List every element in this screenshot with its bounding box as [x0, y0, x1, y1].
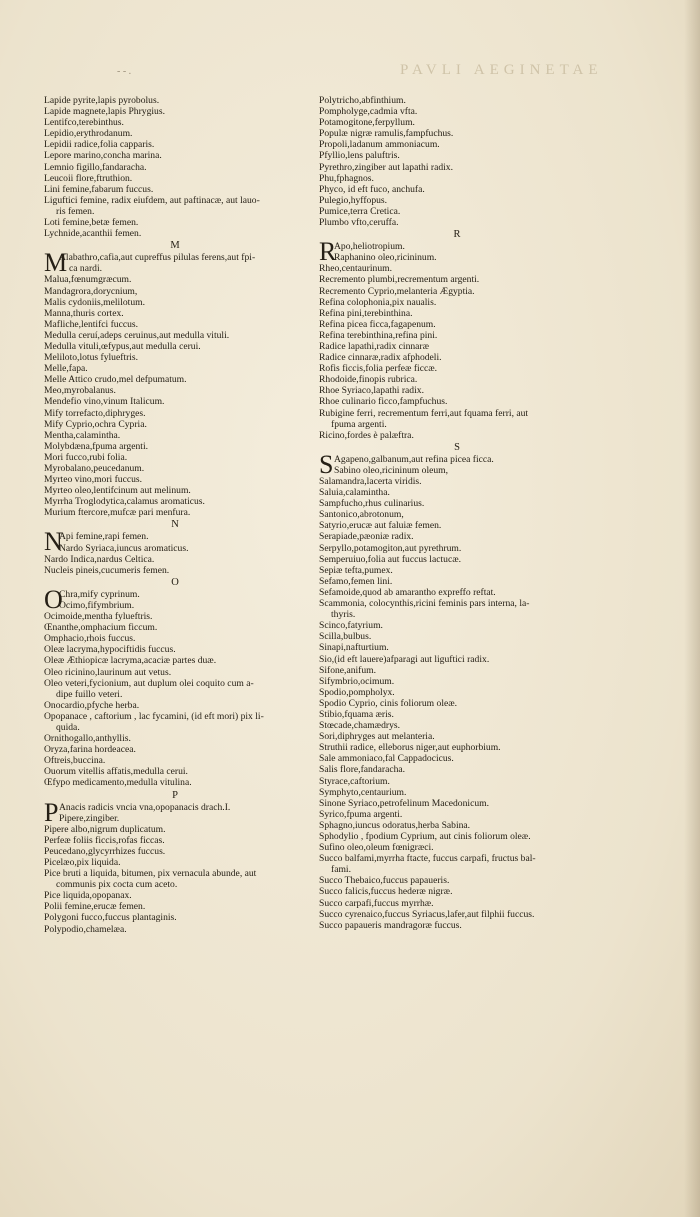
entry-continuation: fpuma argenti.: [331, 418, 387, 430]
glossary-entry: Polii femine,erucæ femen.: [44, 901, 146, 913]
glossary-entry: Sori,diphryges aut melanteria.: [319, 731, 435, 743]
drop-cap: N: [44, 527, 63, 557]
glossary-entry: Ocimo,fifymbrium.: [59, 599, 135, 611]
glossary-entry: Mori fucco,rubi folia.: [44, 451, 128, 463]
glossary-entry: Stœcade,chamædrys.: [319, 720, 400, 732]
glossary-entry: Agapeno,galbanum,aut refina picea ficca.: [334, 453, 494, 465]
glossary-entry: Phu,fphagnos.: [319, 172, 374, 184]
glossary-entry: Murium ftercore,mufcæ pari menfura.: [44, 507, 191, 519]
glossary-entry: Rhoe culinario ficco,fampfuchus.: [319, 396, 448, 408]
glossary-entry: Sefamo,femen lini.: [319, 575, 393, 587]
glossary-entry: Pipere,zingiber.: [59, 812, 120, 824]
glossary-entry: Lapide pyrite,lapis pyrobolus.: [44, 95, 160, 106]
glossary-entry: Lini femine,fabarum fuccus.: [44, 183, 154, 195]
glossary-entry: Pice bruti a liquida, bitumen, pix vernacula abunde, aut: [44, 868, 257, 880]
glossary-entry: Struthii radice, elleborus niger,aut euphorbium.: [319, 742, 501, 754]
initial-block: [319, 449, 595, 479]
glossary-entry: Sabino oleo,ricininum oleum,: [334, 464, 449, 476]
glossary-entry: Scammonia, colocynthis,ricini feminis pars interna, la-: [319, 598, 530, 610]
glossary-entry: Radice cinnaræ,radix afphodeli.: [319, 352, 442, 364]
glossary-entry: Molybdæna,fpuma argenti.: [44, 440, 149, 452]
glossary-entry: Succo carpafi,fuccus myrrhæ.: [319, 897, 434, 909]
glossary-entry: Omphacio,rhois fuccus.: [44, 633, 136, 645]
glossary-entry: Chra,mify cyprinum.: [59, 588, 140, 600]
left-column: [44, 95, 306, 935]
glossary-entry: Melle,fapa.: [44, 363, 88, 375]
entry-continuation: fami.: [331, 864, 351, 876]
glossary-entry: Lentifco,terebinthus.: [44, 117, 124, 129]
glossary-entry: Meliloto,lotus fylueftris.: [44, 352, 139, 364]
section-letter: N: [171, 519, 179, 531]
glossary-entry: Refina colophonia,pix naualis.: [319, 296, 437, 308]
glossary-entry: Mendefio vino,vinum Italicum.: [44, 396, 165, 408]
glossary-entry: Myrobalano,peucedanum.: [44, 463, 145, 474]
glossary-entry: Myrteo oleo,lentifcinum aut melinum.: [44, 485, 191, 497]
glossary-entry: Ouorum vitellis affatis,medulla cerui.: [44, 766, 188, 778]
glossary-entry: Pumice,terra Cretica.: [319, 205, 401, 217]
entry-continuation: quida.: [56, 721, 80, 733]
glossary-entry: Sifone,anifum.: [319, 664, 377, 676]
glossary-entry: Mify torrefacto,diphryges.: [44, 407, 146, 419]
glossary-entry: Serpyllo,potamogiton,aut pyrethrum.: [319, 542, 462, 554]
glossary-entry: Oleæ lacryma,hypociftidis fuccus.: [44, 644, 176, 656]
glossary-entry: Œnanthe,omphacium ficcum.: [44, 622, 158, 634]
glossary-entry: Scilla,bulbus.: [319, 631, 372, 643]
drop-cap: S: [319, 449, 334, 479]
glossary-entry: Onocardio,pfyche herba.: [44, 699, 140, 711]
entry-continuation: dipe fuillo veteri.: [56, 688, 123, 700]
glossary-entry: Apo,heliotropium.: [334, 241, 405, 253]
glossary-entry: Raphanino oleo,ricininum.: [334, 252, 437, 264]
initial-block: [44, 527, 306, 557]
glossary-entry: Sufino oleo,oleum fœnigræci.: [319, 842, 434, 854]
page-edge-shadow: [684, 0, 700, 1217]
glossary-entry: Oryza,farina hordeacea.: [44, 744, 136, 756]
glossary-entry: Nardo Syriaca,iuncus aromaticus.: [59, 542, 189, 554]
glossary-entry: Polypodio,chamelæa.: [44, 923, 127, 935]
glossary-entry: Salis flore,fandaracha.: [319, 764, 406, 776]
glossary-entry: Lepidio,erythrodanum.: [44, 128, 133, 140]
section-letter: P: [172, 789, 178, 801]
entry-continuation: thyris.: [331, 609, 356, 621]
glossary-entry: Picelæo,pix liquida.: [44, 857, 121, 868]
glossary-entry: Refina picea ficca,fagapenum.: [319, 318, 436, 330]
glossary-entry: Succo cyrenaico,fuccus Syriacus,lafer,aut filphii fuccus.: [319, 908, 535, 920]
glossary-entry: Pompholyge,cadmia vfta.: [319, 106, 418, 118]
glossary-entry: Succo falicis,fuccus hederæ nigræ.: [319, 886, 453, 898]
glossary-entry: Pulegio,hyffopus.: [319, 194, 388, 206]
glossary-entry: Saluia,calamintha.: [319, 487, 390, 499]
glossary-entry: Oftreis,buccina.: [44, 755, 106, 767]
glossary-entry: Pice liquida,opopanax.: [44, 890, 132, 902]
glossary-entry: Succo papaueris mandragoræ fuccus.: [319, 919, 462, 931]
glossary-entry: Polygoni fucco,fuccus plantaginis.: [44, 912, 177, 924]
glossary-entry: Melle Attico crudo,mel defpumatum.: [44, 374, 187, 386]
glossary-entry: Api femine,rapi femen.: [59, 531, 149, 543]
glossary-entry: Sio,(id eft lauere)afparagi aut liguftici radix.: [319, 653, 490, 665]
section-letter: M: [170, 240, 180, 252]
glossary-entry: Rhoe Syriaco,lapathi radix.: [319, 385, 424, 397]
glossary-entry: Styrace,caftorium.: [319, 775, 390, 787]
glossary-entry: Peucedano,glycyrrhizes fuccus.: [44, 845, 166, 857]
entry-continuation: communis pix cocta cum aceto.: [56, 879, 178, 891]
glossary-entry: Sefamoide,quod ab amarantho expreffo reftat.: [319, 586, 496, 598]
glossary-entry: Radice lapathi,radix cinnaræ: [319, 340, 430, 352]
glossary-entry: Loti femine,betæ femen.: [44, 217, 139, 229]
glossary-entry: Sampfucho,rhus culinarius.: [319, 498, 425, 510]
glossary-entry: Ornithogallo,anthyllis.: [44, 733, 131, 745]
glossary-entry: Sphodylio , fpodium Cyprium, aut cinis foliorum oleæ.: [319, 831, 531, 842]
glossary-entry: Pfyllio,lens paluftris.: [319, 150, 400, 162]
glossary-entry: Polytricho,abfinthium.: [319, 95, 406, 106]
glossary-entry: Meo,myrobalanus.: [44, 385, 116, 397]
running-title: PAVLI AEGINETAE: [400, 62, 603, 78]
glossary-entry: Scinco,fatyrium.: [319, 620, 383, 632]
glossary-entry: Malua,fœnumgræcum.: [44, 274, 132, 286]
glossary-entry: Sale ammoniaco,fal Cappadocicus.: [319, 753, 454, 765]
glossary-entry: Pipere albo,nigrum duplicatum.: [44, 823, 166, 835]
initial-block: [44, 584, 306, 614]
glossary-entry: Oleæ Æthiopicæ lacryma,acaciæ partes duæ.: [44, 655, 217, 667]
glossary-entry: Succo Thebaico,fuccus papaueris.: [319, 875, 450, 887]
glossary-entry: Alabathro,cafia,aut cupreffus pilulas ferens,aut fpi-: [59, 252, 256, 264]
glossary-entry: Manna,thuris cortex.: [44, 307, 124, 319]
glossary-entry: Potamogitone,ferpyllum.: [319, 117, 415, 129]
glossary-entry: Myrteo vino,mori fuccus.: [44, 474, 143, 486]
glossary-entry: Perfeæ foliis ficcis,rofas ficcas.: [44, 834, 165, 846]
glossary-entry: Rubigine ferri, recrementum ferri,aut fquama ferri, aut: [319, 407, 529, 419]
initial-block: [44, 248, 306, 278]
glossary-entry: Santonico,abrotonum,: [319, 509, 404, 521]
glossary-entry: Ocimoide,mentha fylueftris.: [44, 611, 153, 623]
glossary-entry: Lychnide,acanthii femen.: [44, 228, 142, 240]
glossary-entry: Medulla ceruí,adeps ceruinus,aut medulla vituli.: [44, 329, 230, 341]
glossary-entry: Salamandra,lacerta viridis.: [319, 476, 422, 487]
glossary-entry: Œfypo medicamento,medulla vitulina.: [44, 777, 192, 789]
glossary-entry: Stibio,fquama æris.: [319, 708, 394, 720]
glossary-entry: Nardo Indica,nardus Celtica.: [44, 553, 155, 565]
glossary-entry: Leucoii flore,ftruthion.: [44, 172, 133, 184]
section-letter: O: [171, 576, 179, 588]
glossary-entry: Sinone Syriaco,petrofelinum Macedonicum.: [319, 797, 489, 809]
glossary-entry: Sphagno,iuncus odoratus,herba Sabina.: [319, 819, 471, 831]
glossary-entry: Plumbo vfto,ceruffa.: [319, 217, 399, 229]
section-letter: R: [453, 229, 461, 241]
initial-block: [44, 797, 306, 827]
entry-continuation: ca nardi.: [69, 263, 103, 275]
glossary-entry: Succo balfami,myrrha ftacte, fuccus carpafi, fructus bal-: [319, 853, 536, 865]
glossary-entry: Recremento Cyprio,melanteria Ægyptia.: [319, 285, 475, 297]
drop-cap: R: [319, 237, 337, 267]
glossary-entry: Serapiade,pæoniæ radix.: [319, 531, 414, 543]
glossary-entry: Mandagrora,dorycnium,: [44, 285, 138, 297]
section-letter: S: [454, 441, 460, 453]
glossary-entry: Ricino,fordes è palæftra.: [319, 429, 414, 441]
glossary-entry: Mafliche,lentifci fuccus.: [44, 318, 139, 330]
glossary-entry: Refina pini,terebinthina.: [319, 307, 413, 319]
drop-cap: M: [44, 248, 68, 278]
drop-cap: O: [44, 584, 63, 614]
glossary-entry: Sinapi,nafturtium.: [319, 642, 389, 654]
glossary-entry: Liguftici femine, radix eiufdem, aut paftinacæ, aut lauo-: [44, 194, 260, 206]
glossary-entry: Spodio Cyprio, cinis foliorum oleæ.: [319, 697, 458, 709]
glossary-entry: Lemnio figillo,fandaracha.: [44, 161, 147, 173]
glossary-entry: Rofis ficcis,folia perfeæ ficcæ.: [319, 363, 438, 375]
glossary-entry: Symphyto,centaurium.: [319, 786, 407, 798]
glossary-entry: Mify Cyprio,ochra Cypria.: [44, 418, 147, 430]
glossary-entry: Satyrio,erucæ aut faluiæ femen.: [319, 520, 442, 532]
glossary-entry: Sifymbrio,ocimum.: [319, 675, 395, 687]
entry-continuation: ris femen.: [56, 205, 95, 217]
glossary-entry: Opopanace , caftorium , lac fycamini, (id eft mori) pix li-: [44, 710, 264, 722]
glossary-entry: Recremento plumbi,recrementum argenti.: [319, 274, 480, 286]
glossary-entry: Medulla vituli,œfypus,aut medulla cerui.: [44, 340, 201, 352]
glossary-entry: Refina terebinthina,refina pini.: [319, 329, 438, 341]
glossary-entry: Lepidii radice,folia capparis.: [44, 139, 155, 151]
drop-cap: P: [44, 797, 59, 827]
glossary-entry: Pyrethro,zingiber aut lapathi radix.: [319, 161, 454, 173]
glossary-entry: Oleo veteri,fycionium, aut duplum olei coquito cum a-: [44, 677, 254, 689]
glossary-entry: Anacis radicis vncia vna,opopanacis drach.I.: [59, 801, 231, 813]
glossary-entry: Mentha,calamintha.: [44, 429, 121, 441]
glossary-entry: Rhodoide,finopis rubrica.: [319, 374, 418, 386]
folio-mark: - - .: [117, 66, 132, 77]
glossary-entry: Spodio,pompholyx.: [319, 686, 395, 698]
glossary-entry: Propoli,ladanum ammoniacum.: [319, 139, 440, 151]
glossary-entry: Syrico,fpuma argenti.: [319, 808, 403, 820]
glossary-entry: Semperuiuo,folia aut fuccus lactucæ.: [319, 553, 461, 565]
glossary-entry: Nucleis pineis,cucumeris femen.: [44, 564, 170, 576]
glossary-entry: Myrrha Troglodytica,calamus aromaticus.: [44, 496, 205, 508]
glossary-entry: Malis cydoniis,melilotum.: [44, 296, 145, 308]
glossary-entry: Rheo,centaurinum.: [319, 263, 392, 275]
right-column: [319, 95, 595, 931]
glossary-entry: Lapide magnete,lapis Phrygius.: [44, 106, 165, 118]
glossary-entry: Populæ nigræ ramulis,fampfuchus.: [319, 128, 454, 140]
glossary-entry: Oleo ricinino,laurinum aut vetus.: [44, 666, 172, 678]
glossary-entry: Lepore marino,concha marina.: [44, 150, 162, 162]
initial-block: [319, 237, 595, 267]
glossary-entry: Sepiæ tefta,pumex.: [319, 564, 393, 576]
glossary-entry: Phyco, id eft fuco, anchufa.: [319, 183, 425, 195]
